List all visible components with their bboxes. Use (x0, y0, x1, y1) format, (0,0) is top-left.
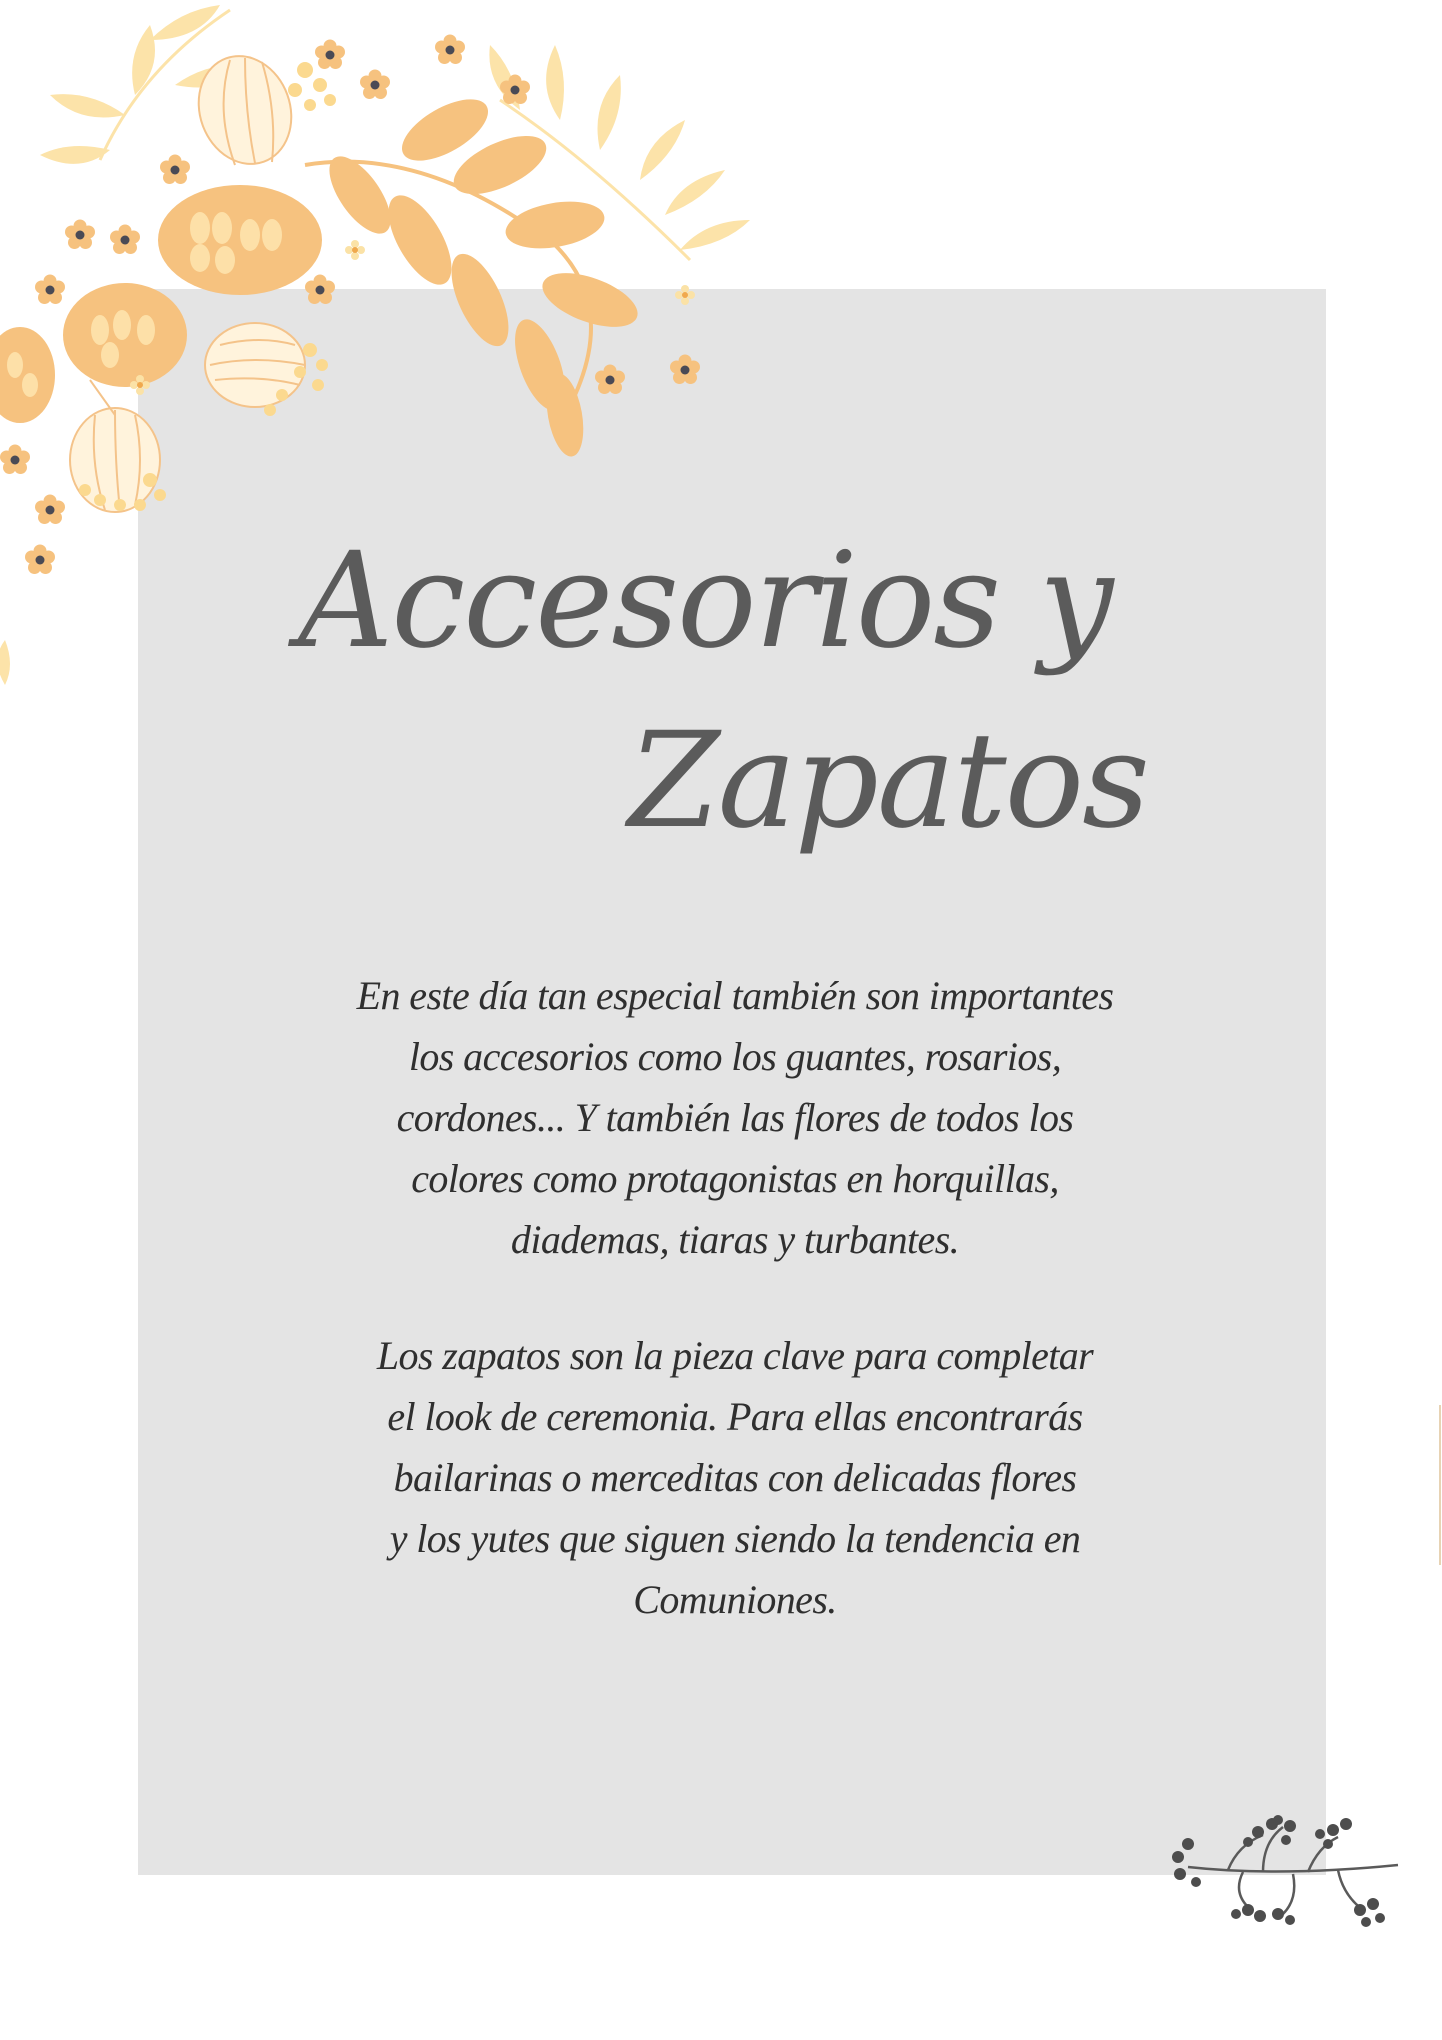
paragraph-line: colores como protagonistas en horquillas, (411, 1156, 1059, 1201)
paragraph-line: el look de ceremonia. Para ellas encontrarás (387, 1394, 1083, 1439)
paragraph-shoes (278, 1325, 1192, 1630)
page-title-line-1: Accesorios y (298, 524, 1112, 678)
paragraph-line: En este día tan especial también son importantes (356, 973, 1114, 1018)
page-title-line-2: Zapatos (628, 704, 1148, 858)
paragraph-line: Los zapatos son la pieza clave para completar (376, 1333, 1094, 1378)
paragraph-line: Comuniones. (633, 1577, 837, 1622)
edge-line (1439, 1405, 1441, 1565)
paragraph-line: cordones... Y también las flores de todos los (396, 1095, 1074, 1140)
paragraph-line: y los yutes que siguen siendo la tendencia en (389, 1516, 1081, 1561)
paragraph-line: los accesorios como los guantes, rosarios, (408, 1034, 1062, 1079)
berry-sprig-decoration (1168, 1812, 1408, 1932)
paragraph-accessories (278, 965, 1192, 1270)
paragraph-line: bailarinas o merceditas con delicadas flores (393, 1455, 1077, 1500)
paragraph-line: diademas, tiaras y turbantes. (510, 1217, 960, 1262)
